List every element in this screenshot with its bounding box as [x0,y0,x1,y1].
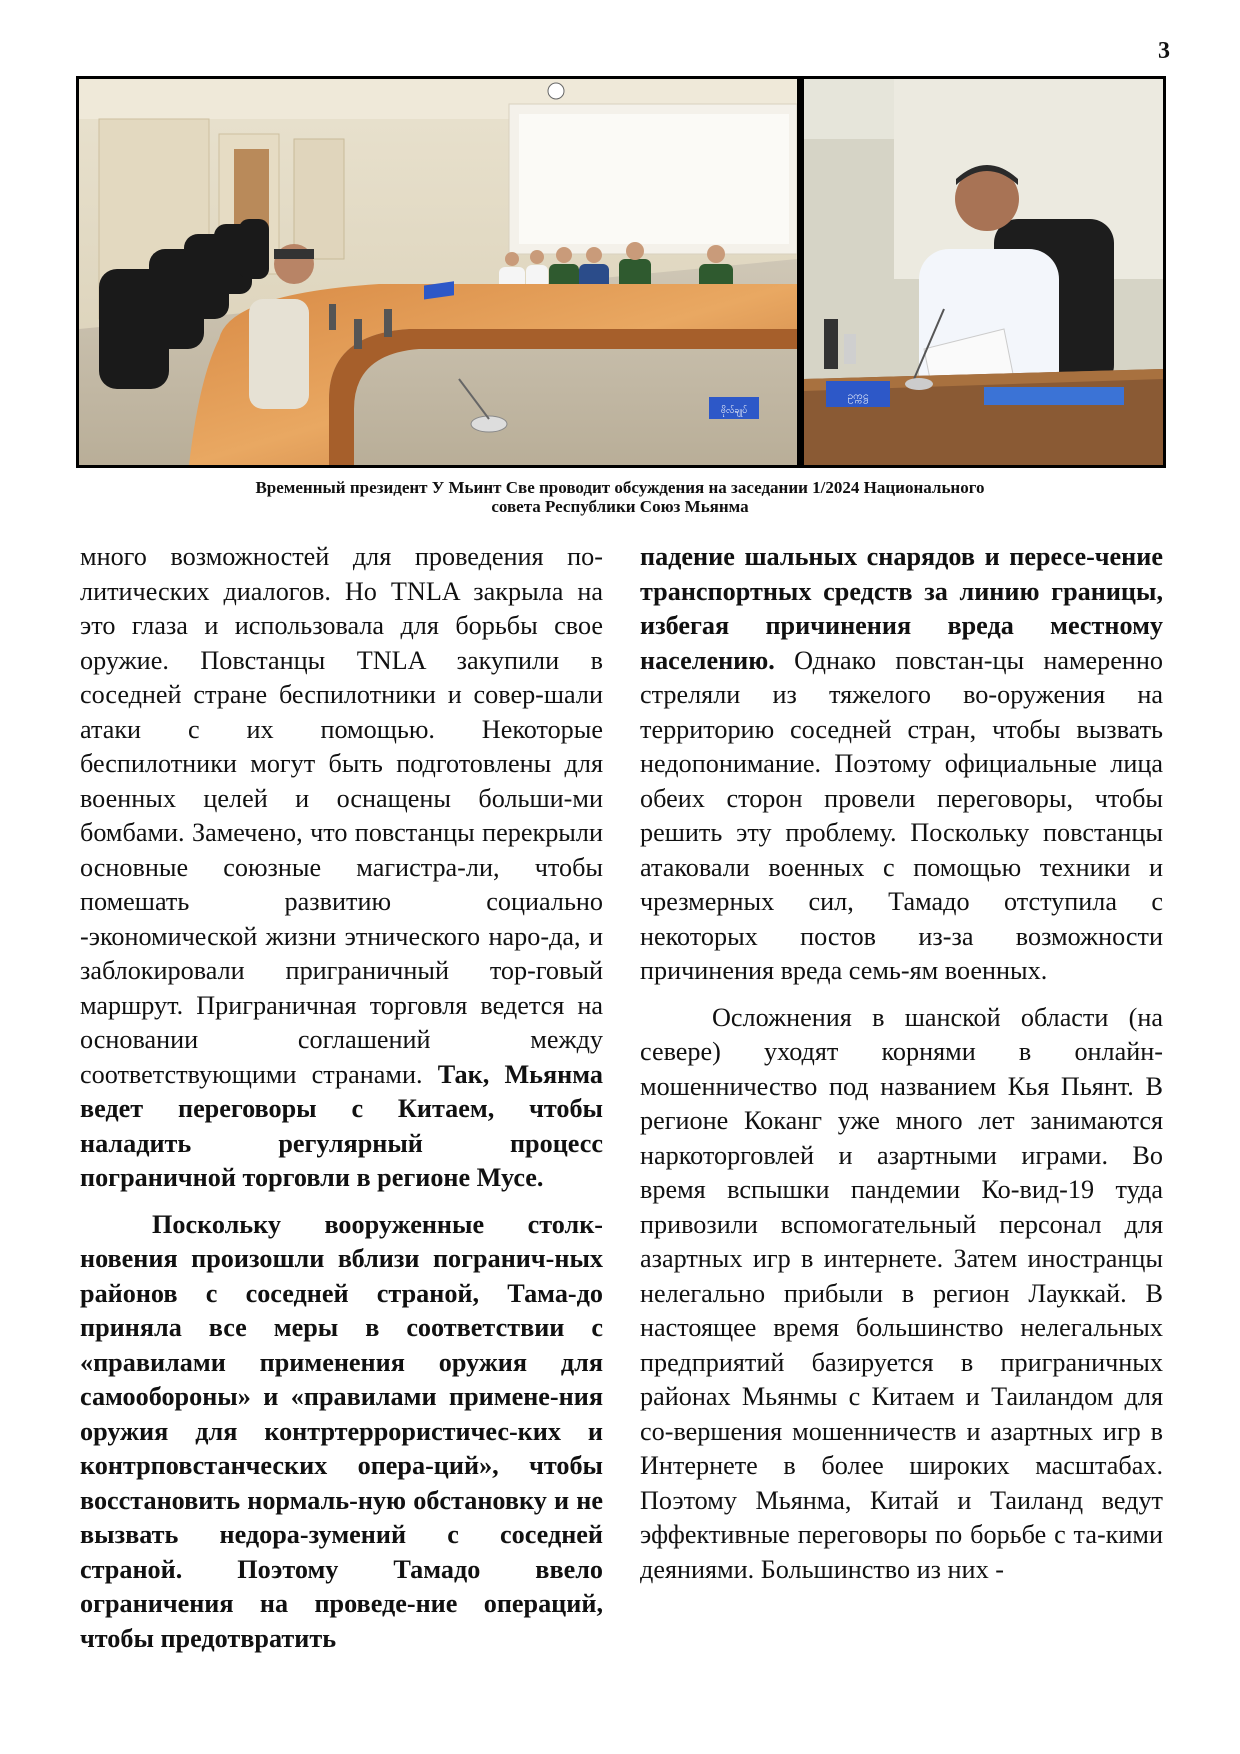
caption-line-2: совета Республики Союз Мьянма [491,497,749,516]
right-paragraph-2: Осложнения в шанской области (на севере) уходят корнями в онлайн-мошенничество под названием Кья Пьянт. В регионе Коканг уже много лет занимаются наркоторговлей и азартными играми. Во время вспышки пандемии Ко-вид-19 туда привозили вспомогательный персонал для азартных игр в интернете. Затем иностранцы нелегально прибыли в регион Лауккай. В настоящее время большинство нелегальных предприятий базируется в приграничных районах Мьянмы с Китаем и Таиландом для со-вершения мошенничеств и азартных игр в Интернете в более широких масштабах. Поэтому Мьянма, Китай и Таиланд ведут эффективные переговоры по борьбе с та-кими деяниями. Большинство из них - [640,1002,1163,1584]
speaker-photo [804,79,1163,465]
photo-caption [100,478,1140,516]
nameplate-text-left: ဗိုလ်ချုပ် [720,406,748,416]
page-number: 3 [1158,38,1170,64]
right-paragraph-1 [640,540,1163,989]
photo-frame [76,76,1166,468]
nameplate-text-right: ဥက္ကဋ္ဌ [847,391,869,402]
left-paragraph-2: Поскольку вооруженные столк-новения произошли вблизи погранич-ных районов с соседней страной, Тама-до приняла все меры в соответствии с «правилами применения оружия для самообороны» и «правилами примене-ния оружия для контртеррористичес-ких и контрповстанческих опера-ций», чтобы восстановить нормаль-ную обстановку и не вызвать недора-зумений с соседней страной. Поэтому Тамадо ввело ограничения на проведе-ние операций, чтобы предотвратить [80,1209,603,1653]
left-p1-normal: много возможностей для проведения по-литических диалогов. Но TNLA закрыла на это глаза и использовала для борьбы свое оружие. Повстанцы TNLA закупили в соседней стране беспилотники и совер-шали атаки с их помощью. Некоторые беспилотники могут быть подготовлены для военных целей и оснащены больши-ми бомбами. Замечено, что повстанцы перекрыли основные союзные магистра-ли, чтобы помешать развитию социально -экономической жизни этнического наро-да, и заблокировали приграничный тор-говый маршрут. Приграничная торговля ведется на основании соглашений между соответствующими странами. [80,542,603,1089]
left-p1-bold: Так, Мьянма ведет переговоры с Китаем, чтобы наладить регулярный процесс пограничной торговли в регионе Мусе. [80,1059,604,1192]
left-column [80,540,603,1656]
caption-line-1: Временный президент У Мьинт Све проводит обсуждения на заседании 1/2024 Национального [255,478,985,497]
left-paragraph-1 [80,540,603,1196]
right-p1-bold: падение шальных снарядов и пересе-чение транспортных средств за линию границы, избегая причинения вреда местному населению. [640,542,1163,675]
meeting-room-photo [79,79,797,465]
right-p1-normal: Однако повстан-цы намеренно стреляли из тяжелого во-оружения на территорию соседней стран, чтобы вызвать недопонимание. Поэтому официальные лица обеих сторон провели переговоры, чтобы решить эту проблему. Поскольку повстанцы атаковали военных с помощью техники и чрезмерных сил, Тамадо отступила с некоторых постов из-за возможности причинения вреда семь-ям военных. [640,645,1163,985]
right-column [640,540,1163,1587]
